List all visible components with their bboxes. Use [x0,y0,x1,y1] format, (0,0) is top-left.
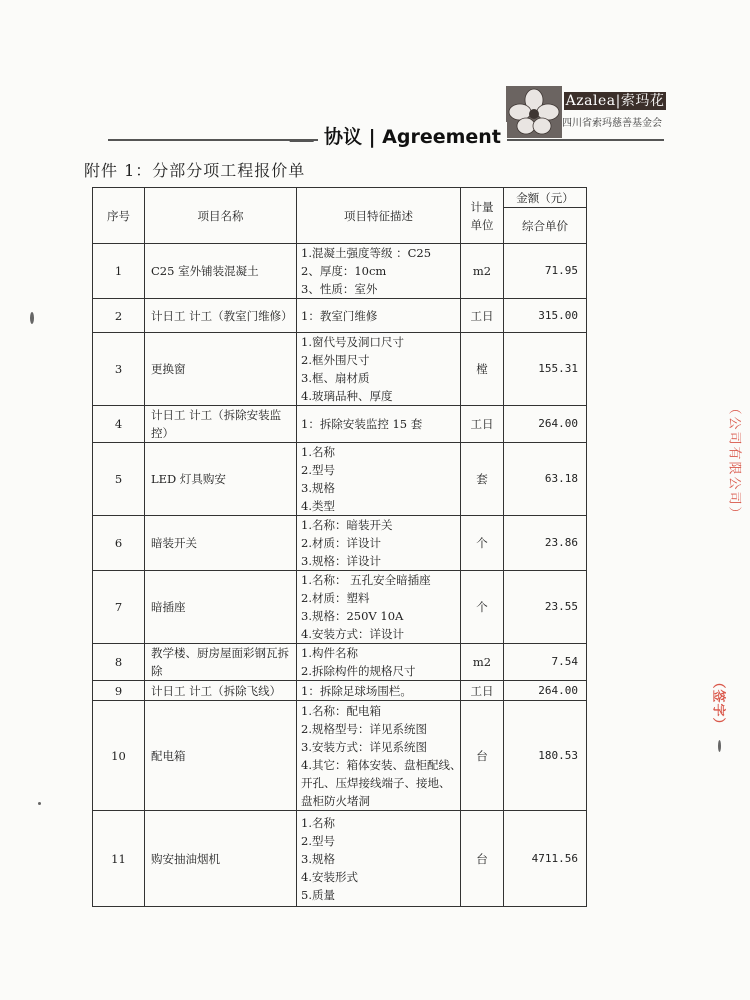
table-body [93,244,587,907]
description-line: 1：教室门维修 [301,308,378,323]
row-number: 10 [93,701,145,811]
measure-unit: 套 [461,443,504,516]
description-line: 盘柜防火堵洞 [301,793,370,808]
description-line: 1.名称：配电箱 [301,703,381,718]
measure-unit: m2 [461,244,504,299]
description-line: 3.安装方式：详见系统图 [301,739,427,754]
description-line: 2.型号 [301,833,335,848]
item-name: 教学楼、厨房屋面彩钢瓦拆除 [145,644,297,681]
item-description [297,644,461,681]
measure-unit: 台 [461,811,504,907]
description-line: 4.安装方式：详设计 [301,627,404,641]
item-name: 购安抽油烟机 [145,811,297,907]
foundation-logo [506,86,666,138]
item-name: 更换窗 [145,333,297,406]
table-row [93,443,587,516]
header-name: 项目名称 [145,188,297,244]
table-row [93,406,587,443]
item-name: 暗装开关 [145,516,297,571]
item-name: C25 室外铺装混凝土 [145,244,297,299]
item-name: 暗插座 [145,571,297,644]
description-line: 2.型号 [301,463,335,477]
document-title: 附件 1：分部分项工程报价单 [84,161,306,180]
table-row [93,701,587,811]
description-line: 3、性质：室外 [301,282,378,296]
unit-price: 180.53 [504,701,587,811]
description-line: 3.规格：250V 10A [301,609,404,623]
header-desc: 项目特征描述 [297,188,461,244]
row-number: 3 [93,333,145,406]
unit-price: 7.54 [504,644,587,681]
description-line: 3.规格 [301,851,335,866]
measure-unit: m2 [461,644,504,681]
measure-unit: 个 [461,571,504,644]
description-line: 2.材质：塑料 [301,591,370,605]
description-line: 1.名称：暗装开关 [301,518,393,532]
scan-speck [718,740,721,752]
item-description [297,299,461,333]
item-description [297,701,461,811]
measure-unit: 樘 [461,333,504,406]
scan-speck [30,312,34,324]
unit-price: 63.18 [504,443,587,516]
logo-subtitle: 四川省索玛慈善基金会 [562,118,662,129]
description-line: 4.类型 [301,499,335,513]
row-number: 7 [93,571,145,644]
item-description [297,443,461,516]
description-line: 1：拆除安装监控 15 套 [301,417,423,431]
item-description [297,516,461,571]
description-line: 4.其它：箱体安装、盘柜配线、 [301,757,462,772]
header-amount: 金额（元） [504,188,587,208]
row-number: 8 [93,644,145,681]
row-number: 11 [93,811,145,907]
table-row [93,681,587,701]
stamp-lower: （签字） [710,675,726,732]
description-line: 1.名称 [301,815,335,830]
scan-speck [38,802,41,805]
row-number: 4 [93,406,145,443]
measure-unit: 工日 [461,406,504,443]
item-description [297,571,461,644]
description-line: 1.构件名称 [301,646,358,660]
item-description [297,811,461,907]
measure-unit: 工日 [461,299,504,333]
unit-price: 4711.56 [504,811,587,907]
unit-price: 264.00 [504,681,587,701]
table-row [93,571,587,644]
azalea-flower-icon [506,86,562,138]
unit-price: 23.55 [504,571,587,644]
description-line: 2.规格型号：详见系统图 [301,721,427,736]
header-no: 序号 [93,188,145,244]
description-line: 1.名称 [301,445,335,459]
header-unit: 计量单位 [461,188,504,244]
unit-price: 23.86 [504,516,587,571]
table-row [93,299,587,333]
quotation-table [92,187,587,907]
item-name: LED 灯具购安 [145,443,297,516]
row-number: 6 [93,516,145,571]
description-line: 开孔、压焊接线端子、接地、 [301,775,451,790]
description-line: 2.材质：详设计 [301,536,381,550]
description-line: 3.规格 [301,481,335,495]
description-line: 5.质量 [301,887,335,902]
page-header-title: 协议 | Agreement [318,122,507,149]
unit-price: 264.00 [504,406,587,443]
unit-price: 71.95 [504,244,587,299]
item-name: 计日工 计工（教室门维修） [145,299,297,333]
measure-unit: 个 [461,516,504,571]
item-description [297,406,461,443]
description-line: 1：拆除足球场围栏。 [301,683,412,698]
unit-price: 315.00 [504,299,587,333]
row-number: 5 [93,443,145,516]
measure-unit: 工日 [461,681,504,701]
table-row [93,644,587,681]
item-description [297,244,461,299]
table-row [93,811,587,907]
description-line: 4.安装形式 [301,869,358,884]
header-unit-price: 综合单价 [504,208,587,244]
item-description [297,333,461,406]
row-number: 2 [93,299,145,333]
logo-brand: Azalea|索玛花 [565,93,665,109]
description-line: 2.框外围尺寸 [301,353,370,367]
description-line: 4.玻璃品种、厚度 [301,389,393,403]
description-line: 1.窗代号及洞口尺寸 [301,335,404,349]
item-name: 计日工 计工（拆除安装监控） [145,406,297,443]
item-name: 计日工 计工（拆除飞线） [145,681,297,701]
table-row [93,244,587,299]
description-line: 2、厚度：10cm [301,264,387,278]
table-row [93,516,587,571]
table-row [93,333,587,406]
row-number: 9 [93,681,145,701]
item-name: 配电箱 [145,701,297,811]
description-line: 3.规格：详设计 [301,554,381,568]
description-line: 1.混凝土强度等级 ：C25 [301,246,432,260]
unit-price: 155.31 [504,333,587,406]
measure-unit: 台 [461,701,504,811]
item-description [297,681,461,701]
row-number: 1 [93,244,145,299]
description-line: 2.拆除构件的规格尺寸 [301,664,416,678]
stamp-upper: （公司有限公司） [726,401,742,522]
description-line: 1.名称： 五孔安全暗插座 [301,573,431,587]
description-line: 3.框、扇材质 [301,371,370,385]
